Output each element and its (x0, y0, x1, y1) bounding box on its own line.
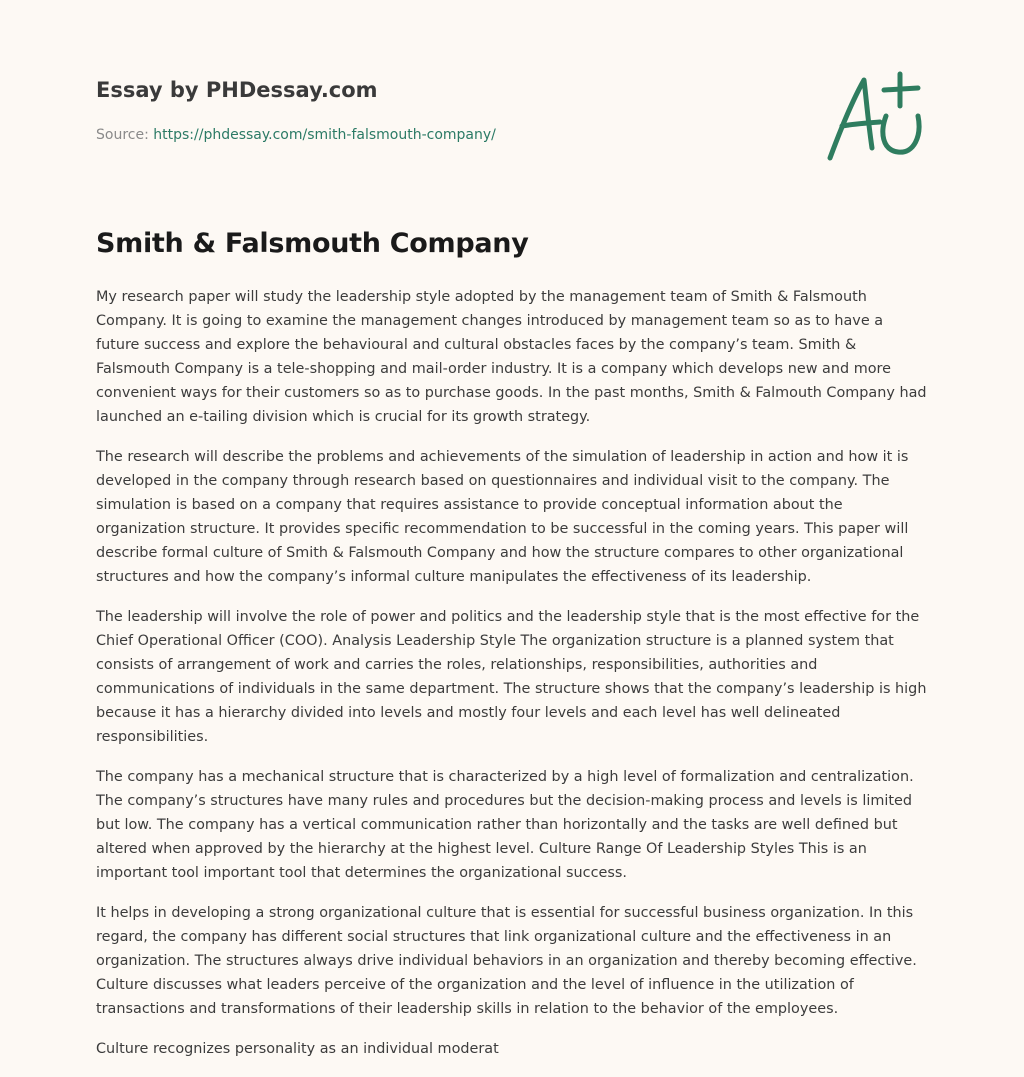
essay-paragraph: My research paper will study the leadership style adopted by the management team of Smith & Falsmouth Company. It is going to examine the management changes introduced by management team so as to have a future success and explore the behavioural and cultural obstacles faces by the company’s team. Smith & Falsmouth Company is a tele-shopping and mail-order industry. It is a company which develops new and more convenient ways for their customers so as to purchase goods. In the past months, Smith & Falmouth Company had launched an e-tailing division which is crucial for its growth strategy. (96, 289, 927, 425)
essay-body (96, 285, 928, 1077)
source-label: Source: (96, 127, 154, 143)
essay-paragraph: The research will describe the problems and achievements of the simulation of leadership in action and how it is developed in the company through research based on questionnaires and individual visit to the company. The simulation is based on a company that requires assistance to provide conceptual information about the organization structure. It provides specific recommendation to be successful in the coming years. This paper will describe formal culture of Smith & Falsmouth Company and how the structure compares to other organizational structures and how the company’s informal culture manipulates the effectiveness of its leadership. (96, 449, 909, 585)
source-line (96, 124, 796, 146)
essay-paragraph: The leadership will involve the role of power and politics and the leadership style that is the most effective for the Chief Operational Officer (COO). Analysis Leadership Style The organization structure is a planned system that consists of arrangement of work and carries the roles, relationships, responsibilities, authorities and communications of individuals in the same department. The structure shows that the company’s leadership is high because it has a hierarchy divided into levels and mostly four levels and each level has well delineated responsibilities. (96, 609, 927, 745)
a-plus-logo-icon (822, 66, 932, 166)
essay-header (96, 74, 796, 146)
site-title: Essay by PHDessay.com (96, 78, 378, 102)
essay-paragraph: Culture recognizes personality as an individual moderat (96, 1041, 499, 1057)
essay-title: Smith & Falsmouth Company (96, 228, 529, 259)
source-link[interactable]: https://phdessay.com/smith-falsmouth-company/ (153, 127, 496, 143)
essay-paragraph: The company has a mechanical structure that is characterized by a high level of formalization and centralization. The company’s structures have many rules and procedures but the decision-making process and levels is limited but low. The company has a vertical communication rather than horizontally and the tasks are well defined but altered when approved by the hierarchy at the highest level. Culture Range Of Leadership Styles This is an important tool important tool that determines the organizational success. (96, 769, 914, 881)
essay-paragraph: It helps in developing a strong organizational culture that is essential for successful business organization. In this regard, the company has different social structures that link organizational culture and the effectiveness in an organization. The structures always drive individual behaviors in an organization and thereby becoming effective. Culture discusses what leaders perceive of the organization and the level of influence in the utilization of transactions and transformations of their leadership skills in relation to the behavior of the employees. (96, 905, 917, 1017)
